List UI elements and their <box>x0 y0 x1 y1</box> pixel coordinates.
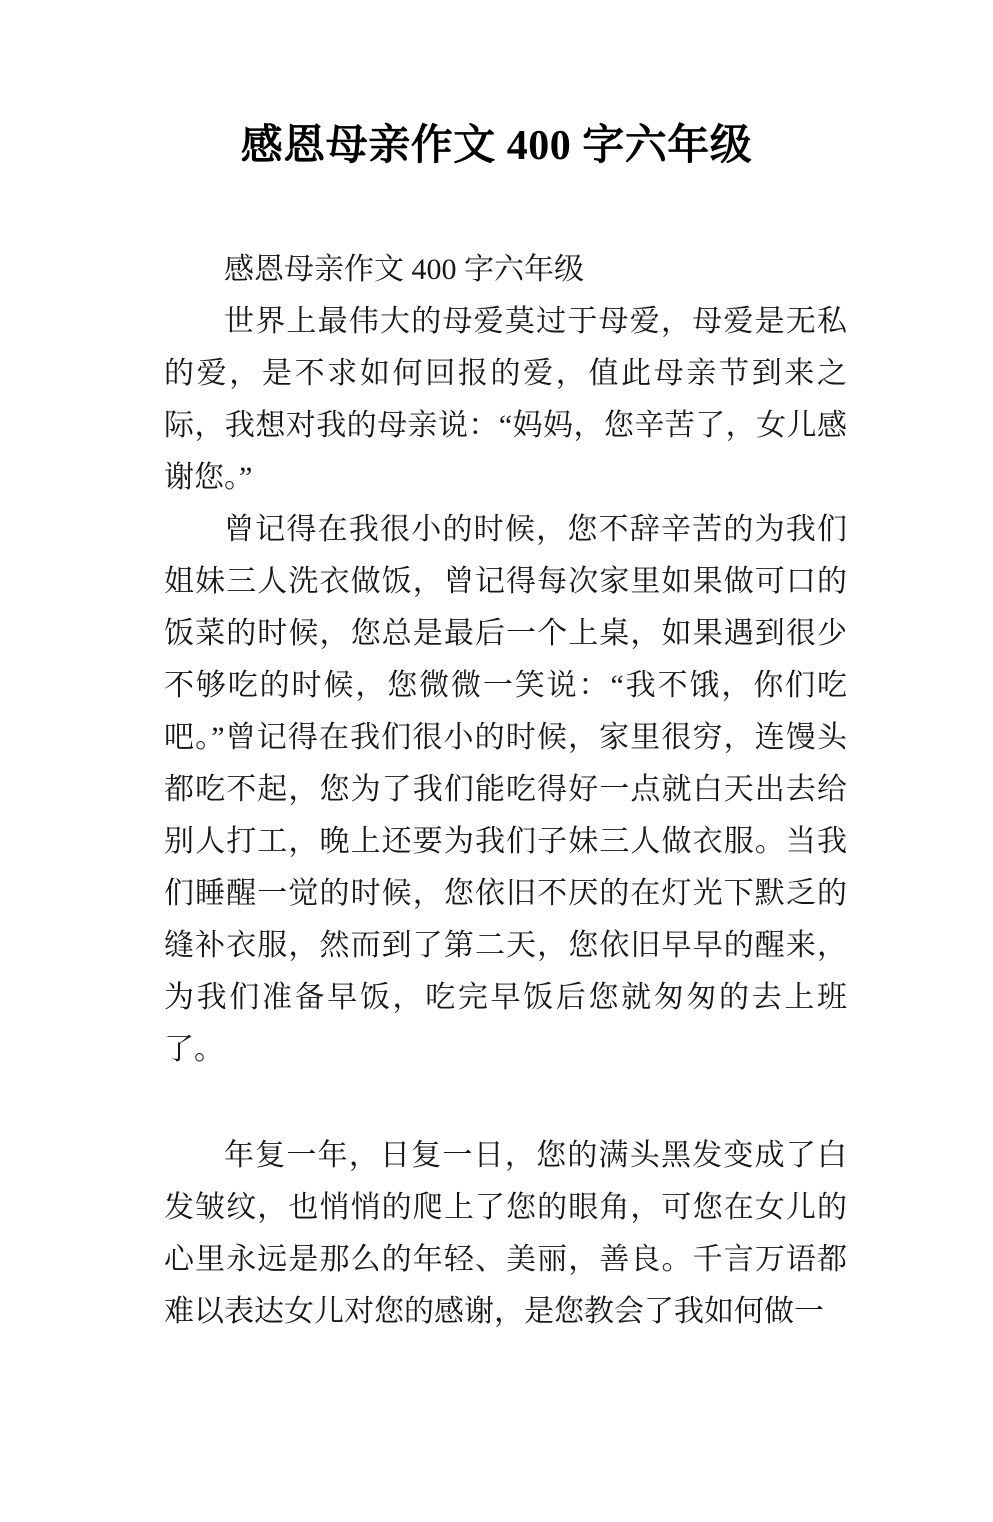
paragraph-memories: 曾记得在我很小的时候，您不辞辛苦的为我们姐妹三人洗衣做饭，曾记得每次家里如果做可口的饭菜的时候，您总是最后一个上桌，如果遇到很少不够吃的时候，您微微一笑说：“我不饿，你们吃吧。”曾记得在我们很小的时候，家里很穷，连馒头都吃不起，您为了我们能吃得好一点就白天出去给别人打工，晚上还要为我们子妹三人做衣服。当我们睡醒一觉的时候，您依旧不厌的在灯光下默乏的缝补衣服，然而到了第二天，您依旧早早的醒来，为我们准备早饭，吃完早饭后您就匆匆的去上班了。 <box>164 513 847 1066</box>
paragraph-intro: 世界上最伟大的母爱莫过于母爱，母爱是无私的爱，是不求如何回报的爱，值此母亲节到来之际，我想对我的母亲说：“妈妈，您辛苦了，女儿感谢您。” <box>164 305 847 494</box>
paragraph-spacer <box>164 1076 847 1130</box>
document-title: 感恩母亲作文 400 字六年级 <box>240 123 753 169</box>
paragraph-subtitle-line: 感恩母亲作文 400 字六年级 <box>224 253 584 286</box>
document-body <box>164 244 847 1338</box>
paragraph-gratitude: 年复一年，日复一日，您的满头黑发变成了白发皱纹，也悄悄的爬上了您的眼角，可您在女儿的心里永远是那么的年轻、美丽，善良。千言万语都难以表达女儿对您的感谢，是您教会了我如何做一 <box>164 1139 847 1328</box>
document-page <box>0 118 993 1522</box>
